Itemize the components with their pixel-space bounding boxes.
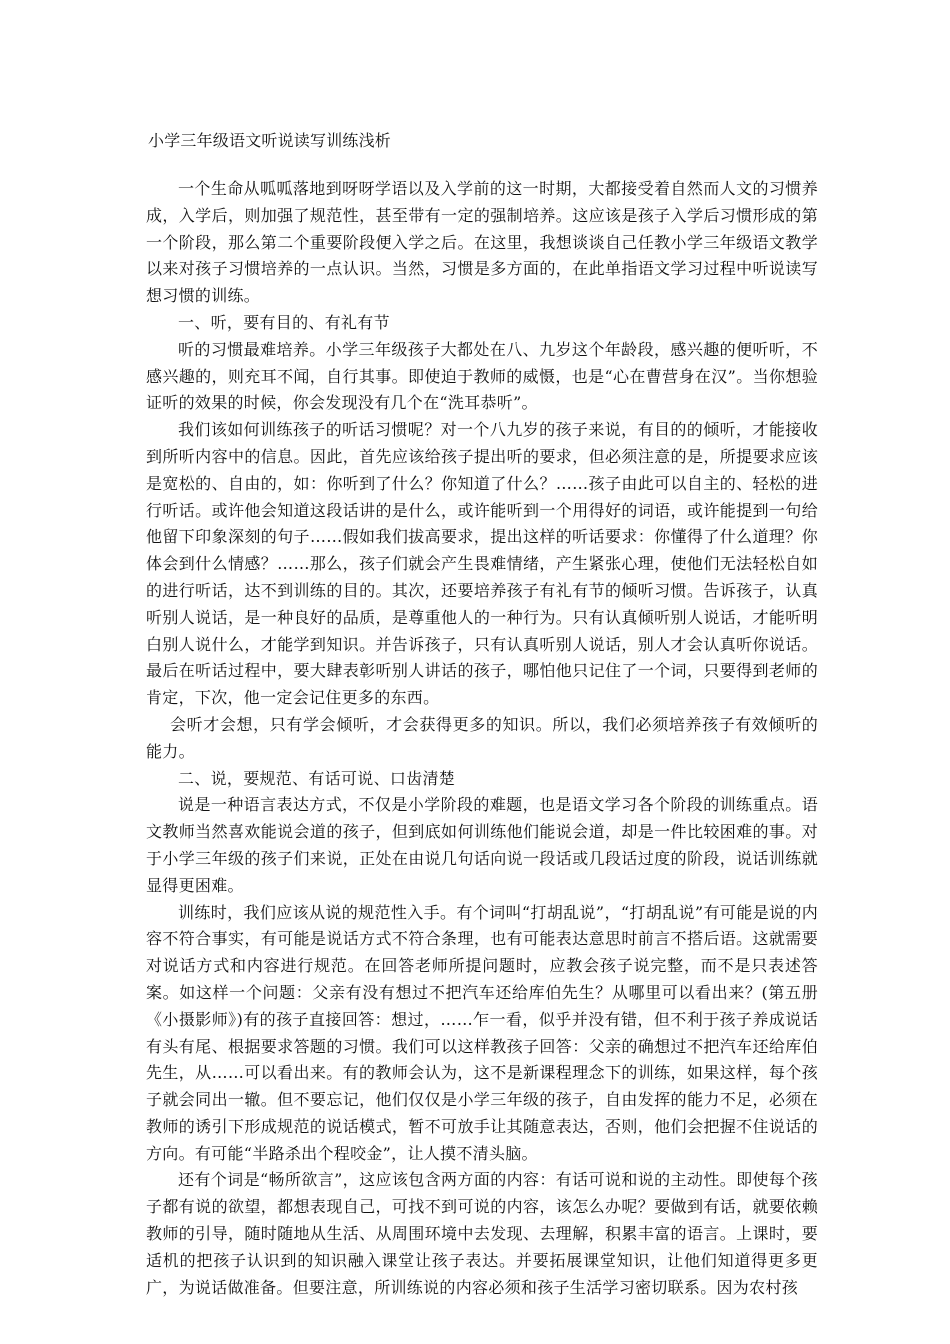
section-heading-speaking: 二、说，要规范、有话可说、口齿清楚 [178,768,456,788]
body-paragraph: 我们该如何训练孩子的听话习惯呢？对一个八九岁的孩子来说，有目的的倾听，才能接收到所听内容中的信息。因此，首先应该给孩子提出听的要求，但必须注意的是，所提要求应该是宽松的、自由的，如：你听到了什么？你知道了什么？……孩子由此可以自主的、轻松的进行听话。或许他会知道这段话讲的是什么，或许能听到一个用得好的词语，或许能提到一句给他留下印象深刻的句子……假如我们拔高要求，提出这样的听话要求：你懂得了什么道理？你体会到什么情感？……那么，孩子们就会产生畏难情绪，产生紧张心理，使他们无法轻松自如的进行听话，达不到训练的目的。其次，还要培养孩子有礼有节的倾听习惯。告诉孩子，认真听别人说话，是一种良好的品质，是尊重他人的一种行为。只有认真倾听别人说话，才能听明白别人说什么，才能学到知识。并告诉孩子，只有认真听别人说话，别人才会认真听你说话。最后在听话过程中，要大肆表彰听别人讲话的孩子，哪怕他只记住了一个词，只要得到老师的肯定，下次，他一定会记住更多的东西。 [146,420,818,708]
body-paragraph: 说是一种语言表达方式，不仅是小学阶段的难题，也是语文学习各个阶段的训练重点。语文教师当然喜欢能说会道的孩子，但到底如何训练他们能说会道，却是一件比较困难的事。对于小学三年级的孩子们来说，正处在由说几句话向说一段话或几段话过度的阶段，说话训练就显得更困难。 [146,795,818,895]
document-title: 小学三年级语文听说读写训练浅析 [148,131,392,150]
body-paragraph: 听的习惯最难培养。小学三年级孩子大都处在八、九岁这个年龄段，感兴趣的便听听，不感兴趣的，则充耳不闻，自行其事。即使迫于教师的威慑，也是“心在曹营身在汉”。当你想验证听的效果的时候，你会发现没有几个在“洗耳恭听”。 [146,339,818,413]
document-body [146,176,818,1301]
body-paragraph: 还有个词是“畅所欲言”，这应该包含两方面的内容：有话可说和说的主动性。即使每个孩子都有说的欲望，都想表现自己，可找不到可说的内容，该怎么办呢？要做到有话，就要依赖教师的引导，随时随地从生活、从周围环境中去发现、去理解，积累丰富的语言。上课时，要适机的把孩子认识到的知识融入课堂让孩子表达。并要拓展课堂知识，让他们知道得更多更广，为说话做准备。但要注意，所训练说的内容必须和孩子生活学习密切联系。因为农村孩 [146,1170,818,1297]
intro-paragraph: 一个生命从呱呱落地到呀呀学语以及入学前的这一时期，大都接受着自然而人文的习惯养成，入学后，则加强了规范性，甚至带有一定的强制培养。这应该是孩子入学后习惯形成的第一个阶段，那么第二个重要阶段便入学之后。在这里，我想谈谈自己任教小学三年级语文教学以来对孩子习惯培养的一点认识。当然，习惯是多方面的，在此单指语文学习过程中听说读写想习惯的训练。 [146,179,818,306]
body-paragraph: 会听才会想，只有学会倾听，才会获得更多的知识。所以，我们必须培养孩子有效倾听的能力。 [146,714,818,761]
section-heading-listening: 一、听，要有目的、有礼有节 [178,312,390,332]
body-paragraph: 训练时，我们应该从说的规范性入手。有个词叫“打胡乱说”，“打胡乱说”有可能是说的内容不符合事实，有可能是说话方式不符合条理，也有可能表达意思时前言不搭后语。这就需要对说话方式和内容进行规范。在回答老师所提问题时，应教会孩子说完整，而不是只表述答案。如这样一个问题：父亲有没有想过不把汽车还给库伯先生？从哪里可以看出来？(第五册《小摄影师》)有的孩子直接回答：想过，……乍一看，似乎并没有错，但不利于孩子养成说话有头有尾、根据要求答题的习惯。我们可以这样教孩子回答：父亲的确想过不把汽车还给库伯先生，从……可以看出来。有的教师会认为，这不是新课程理念下的训练，如果这样，每个孩子就会同出一辙。但不要忘记，他们仅仅是小学三年级的孩子，自由发挥的能力不足，必须在教师的诱引下形成规范的说话模式，暂不可放手让其随意表达，否则，他们会把握不住说话的方向。有可能“半路杀出个程咬金”，让人摸不清头脑。 [146,902,818,1163]
